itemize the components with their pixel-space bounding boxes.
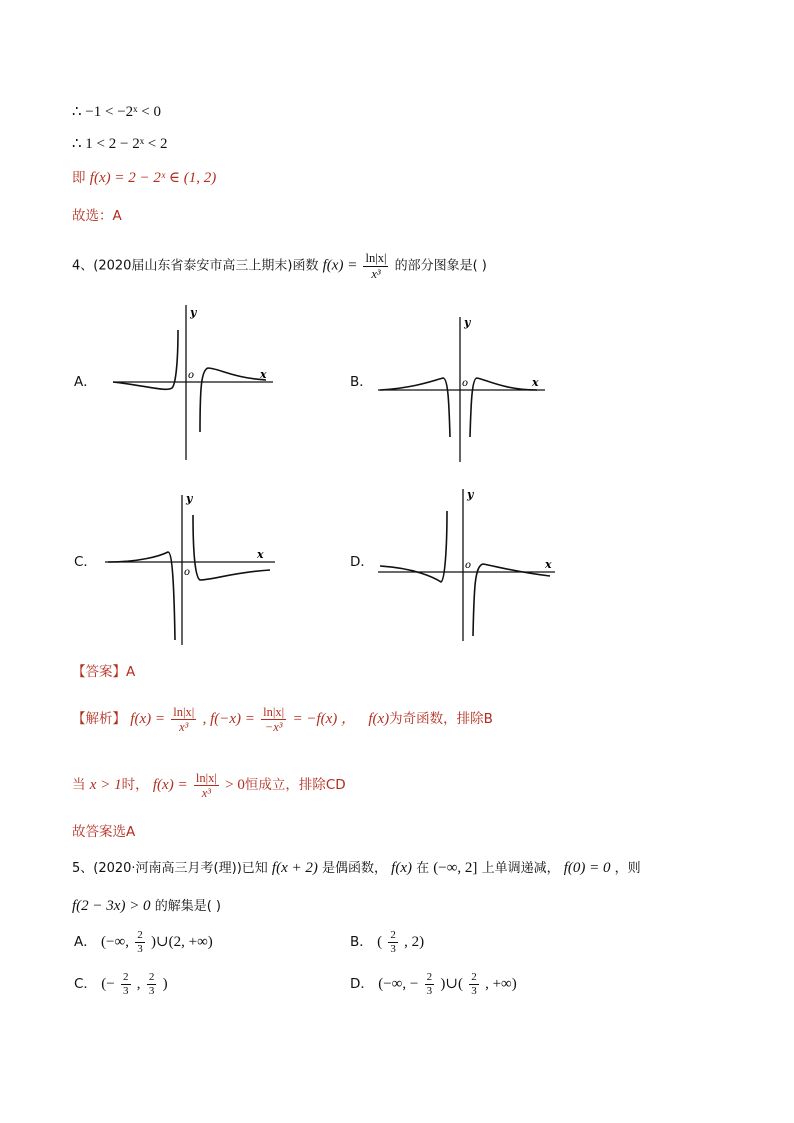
q5-option-d-frac-2: [469, 972, 479, 997]
q4-graph-d-origin: o: [465, 560, 472, 571]
q5-option-a-post: )∪(2, +∞): [151, 934, 213, 950]
q4-option-d-label: D．: [350, 554, 374, 570]
q5-option-b-num: 2: [390, 929, 396, 941]
q5-option-c-mid: ,: [136, 976, 141, 992]
q4-cond-den: x³: [201, 786, 211, 800]
q4-graph-b-origin: o: [462, 378, 469, 389]
q4-func-lhs: f(x) =: [322, 257, 358, 274]
q5-option-d-den-2: 3: [471, 985, 477, 997]
q4-graph-b-x-label: x: [532, 376, 539, 389]
q5-line1-g: 上单调递减，: [481, 861, 560, 876]
q5-option-c-num-1: 2: [123, 971, 129, 983]
q4-cond-gt: > 0: [225, 777, 245, 793]
q4-func-den: x³: [371, 266, 381, 281]
q5-option-c[interactable]: [74, 972, 168, 997]
q4-graph-c-origin: o: [184, 567, 191, 578]
q4-analysis-mid: , f(−x) =: [202, 711, 255, 727]
q5-option-c-num-2: 2: [148, 971, 155, 983]
q5-option-d-mid: )∪(: [440, 976, 463, 992]
q4-graph-d-y-label: y: [467, 488, 474, 501]
q4-analysis-num-1: ln|x|: [173, 704, 195, 719]
q4-func-num: ln|x|: [365, 251, 387, 265]
q5-option-b-den: 3: [390, 943, 396, 955]
q4-cond-frac: [194, 772, 219, 800]
q5-option-a[interactable]: [74, 930, 213, 955]
q5-option-a-label: A．: [74, 934, 97, 950]
q5-option-b-frac: [388, 930, 398, 955]
q4-stem: [72, 252, 487, 280]
q5-option-b-label: B．: [350, 934, 373, 950]
q4-analysis-tag: 【解析】: [72, 711, 126, 727]
q5-option-a-pre: (−∞,: [101, 934, 129, 950]
q5-option-c-post: ): [162, 976, 168, 992]
q5-option-d[interactable]: [350, 972, 517, 997]
q4-analysis-den-1: x³: [179, 720, 189, 734]
q5-line1-d: f(x): [391, 860, 412, 876]
q4-graph-c-x-label: x: [257, 548, 264, 561]
q4-analysis-odd-f: f(x): [368, 711, 390, 727]
q5-line1-h: f(0) = 0: [563, 860, 611, 876]
q4-cond-prefix: 当: [72, 777, 86, 793]
q4-analysis-den-2: −x³: [264, 720, 283, 734]
q4-conclusion: 故答案选A: [72, 824, 136, 840]
q5-option-c-pre: (−: [101, 976, 115, 992]
q4-graph-a: [108, 300, 278, 465]
q4-graph-c: [100, 490, 280, 650]
q5-option-a-num: 2: [137, 929, 143, 941]
q4-cond-suffix: 恒成立，排除CD: [244, 777, 346, 793]
q5-line2-b: 的解集是( ): [154, 899, 221, 914]
q5-option-b-post: , 2): [404, 934, 425, 950]
solution-line-3-expr: f(x) = 2 − 2ˣ ∈ (1, 2): [89, 170, 217, 186]
q5-line2-a: f(2 − 3x) > 0: [72, 898, 151, 914]
q4-cond-x: x > 1: [89, 777, 122, 793]
q5-line1-c: 是偶函数，: [322, 861, 388, 876]
q5-line1-f: (−∞, 2]: [433, 860, 478, 876]
q4-graph-d: [375, 486, 560, 646]
q4-option-a-label: A．: [74, 374, 97, 390]
q4-cond-num: ln|x|: [195, 770, 217, 785]
q4-option-b-label: B．: [350, 374, 373, 390]
q4-graph-a-origin: o: [188, 370, 195, 381]
q5-line1-e: 在: [416, 861, 430, 876]
q5-option-d-pre: (−∞, −: [378, 976, 419, 992]
q5-stem-line-1: [72, 858, 641, 879]
solution-line-3-prefix: 即: [72, 170, 86, 186]
q4-graph-b-y-label: y: [464, 316, 471, 329]
q4-cond-time: 时，: [121, 777, 149, 793]
q4-analysis-odd: 为奇函数，排除B: [389, 711, 493, 727]
solution-line-3: [72, 168, 216, 188]
q5-option-d-label: D．: [350, 976, 374, 992]
q4-condition: [72, 770, 346, 800]
solution-line-4: 故选：A: [72, 208, 122, 224]
q5-option-d-den-1: 3: [426, 985, 433, 997]
solution-line-1: ∴ −1 < −2ˣ < 0: [72, 104, 161, 120]
solution-line-2: ∴ 1 < 2 − 2ˣ < 2: [72, 136, 168, 152]
q4-func-frac: [363, 252, 388, 280]
q5-option-a-den: 3: [137, 943, 143, 955]
q5-option-b[interactable]: [350, 930, 424, 955]
q4-analysis-frac-1: [171, 706, 196, 734]
q5-option-d-post: , +∞): [485, 976, 517, 992]
q5-option-c-label: C．: [74, 976, 97, 992]
q5-line1-a: 5、(2020·河南高三月考(理))已知: [72, 861, 268, 876]
q4-prefix: 4、(2020届山东省泰安市高三上期末)函数: [72, 258, 319, 274]
q5-option-c-den-2: 3: [148, 985, 155, 997]
q5-option-c-frac-1: [121, 972, 131, 997]
q4-analysis-num-2: ln|x|: [263, 704, 285, 719]
q5-option-d-frac-1: [425, 972, 435, 997]
q4-suffix: 的部分图象是( ): [394, 258, 487, 274]
q4-analysis-f: f(x) =: [130, 711, 165, 727]
q4-graph-a-y-label: y: [190, 306, 197, 319]
q5-stem-line-2: [72, 896, 221, 917]
q5-option-d-num-2: 2: [471, 971, 477, 983]
q5-line1-b: f(x + 2): [271, 860, 318, 876]
q4-graph-b: [375, 312, 550, 467]
q4-analysis-frac-2: [261, 706, 286, 734]
q4-option-c-label: C．: [74, 554, 97, 570]
q5-option-a-frac: [135, 930, 145, 955]
q5-option-c-frac-2: [147, 972, 157, 997]
q5-option-c-den-1: 3: [123, 985, 129, 997]
q4-analysis-eq: = −f(x) ，: [292, 711, 357, 727]
q4-graph-c-y-label: y: [186, 492, 193, 505]
q4-graph-a-x-label: x: [260, 368, 267, 381]
q5-line1-i: ，则: [614, 861, 641, 876]
q4-cond-f: f(x) =: [152, 777, 188, 793]
q5-option-b-pre: (: [377, 934, 383, 950]
q5-option-d-num-1: 2: [426, 971, 433, 983]
q4-graph-d-x-label: x: [545, 558, 552, 571]
q4-answer: 【答案】A: [72, 664, 136, 680]
q4-analysis: [72, 704, 493, 734]
